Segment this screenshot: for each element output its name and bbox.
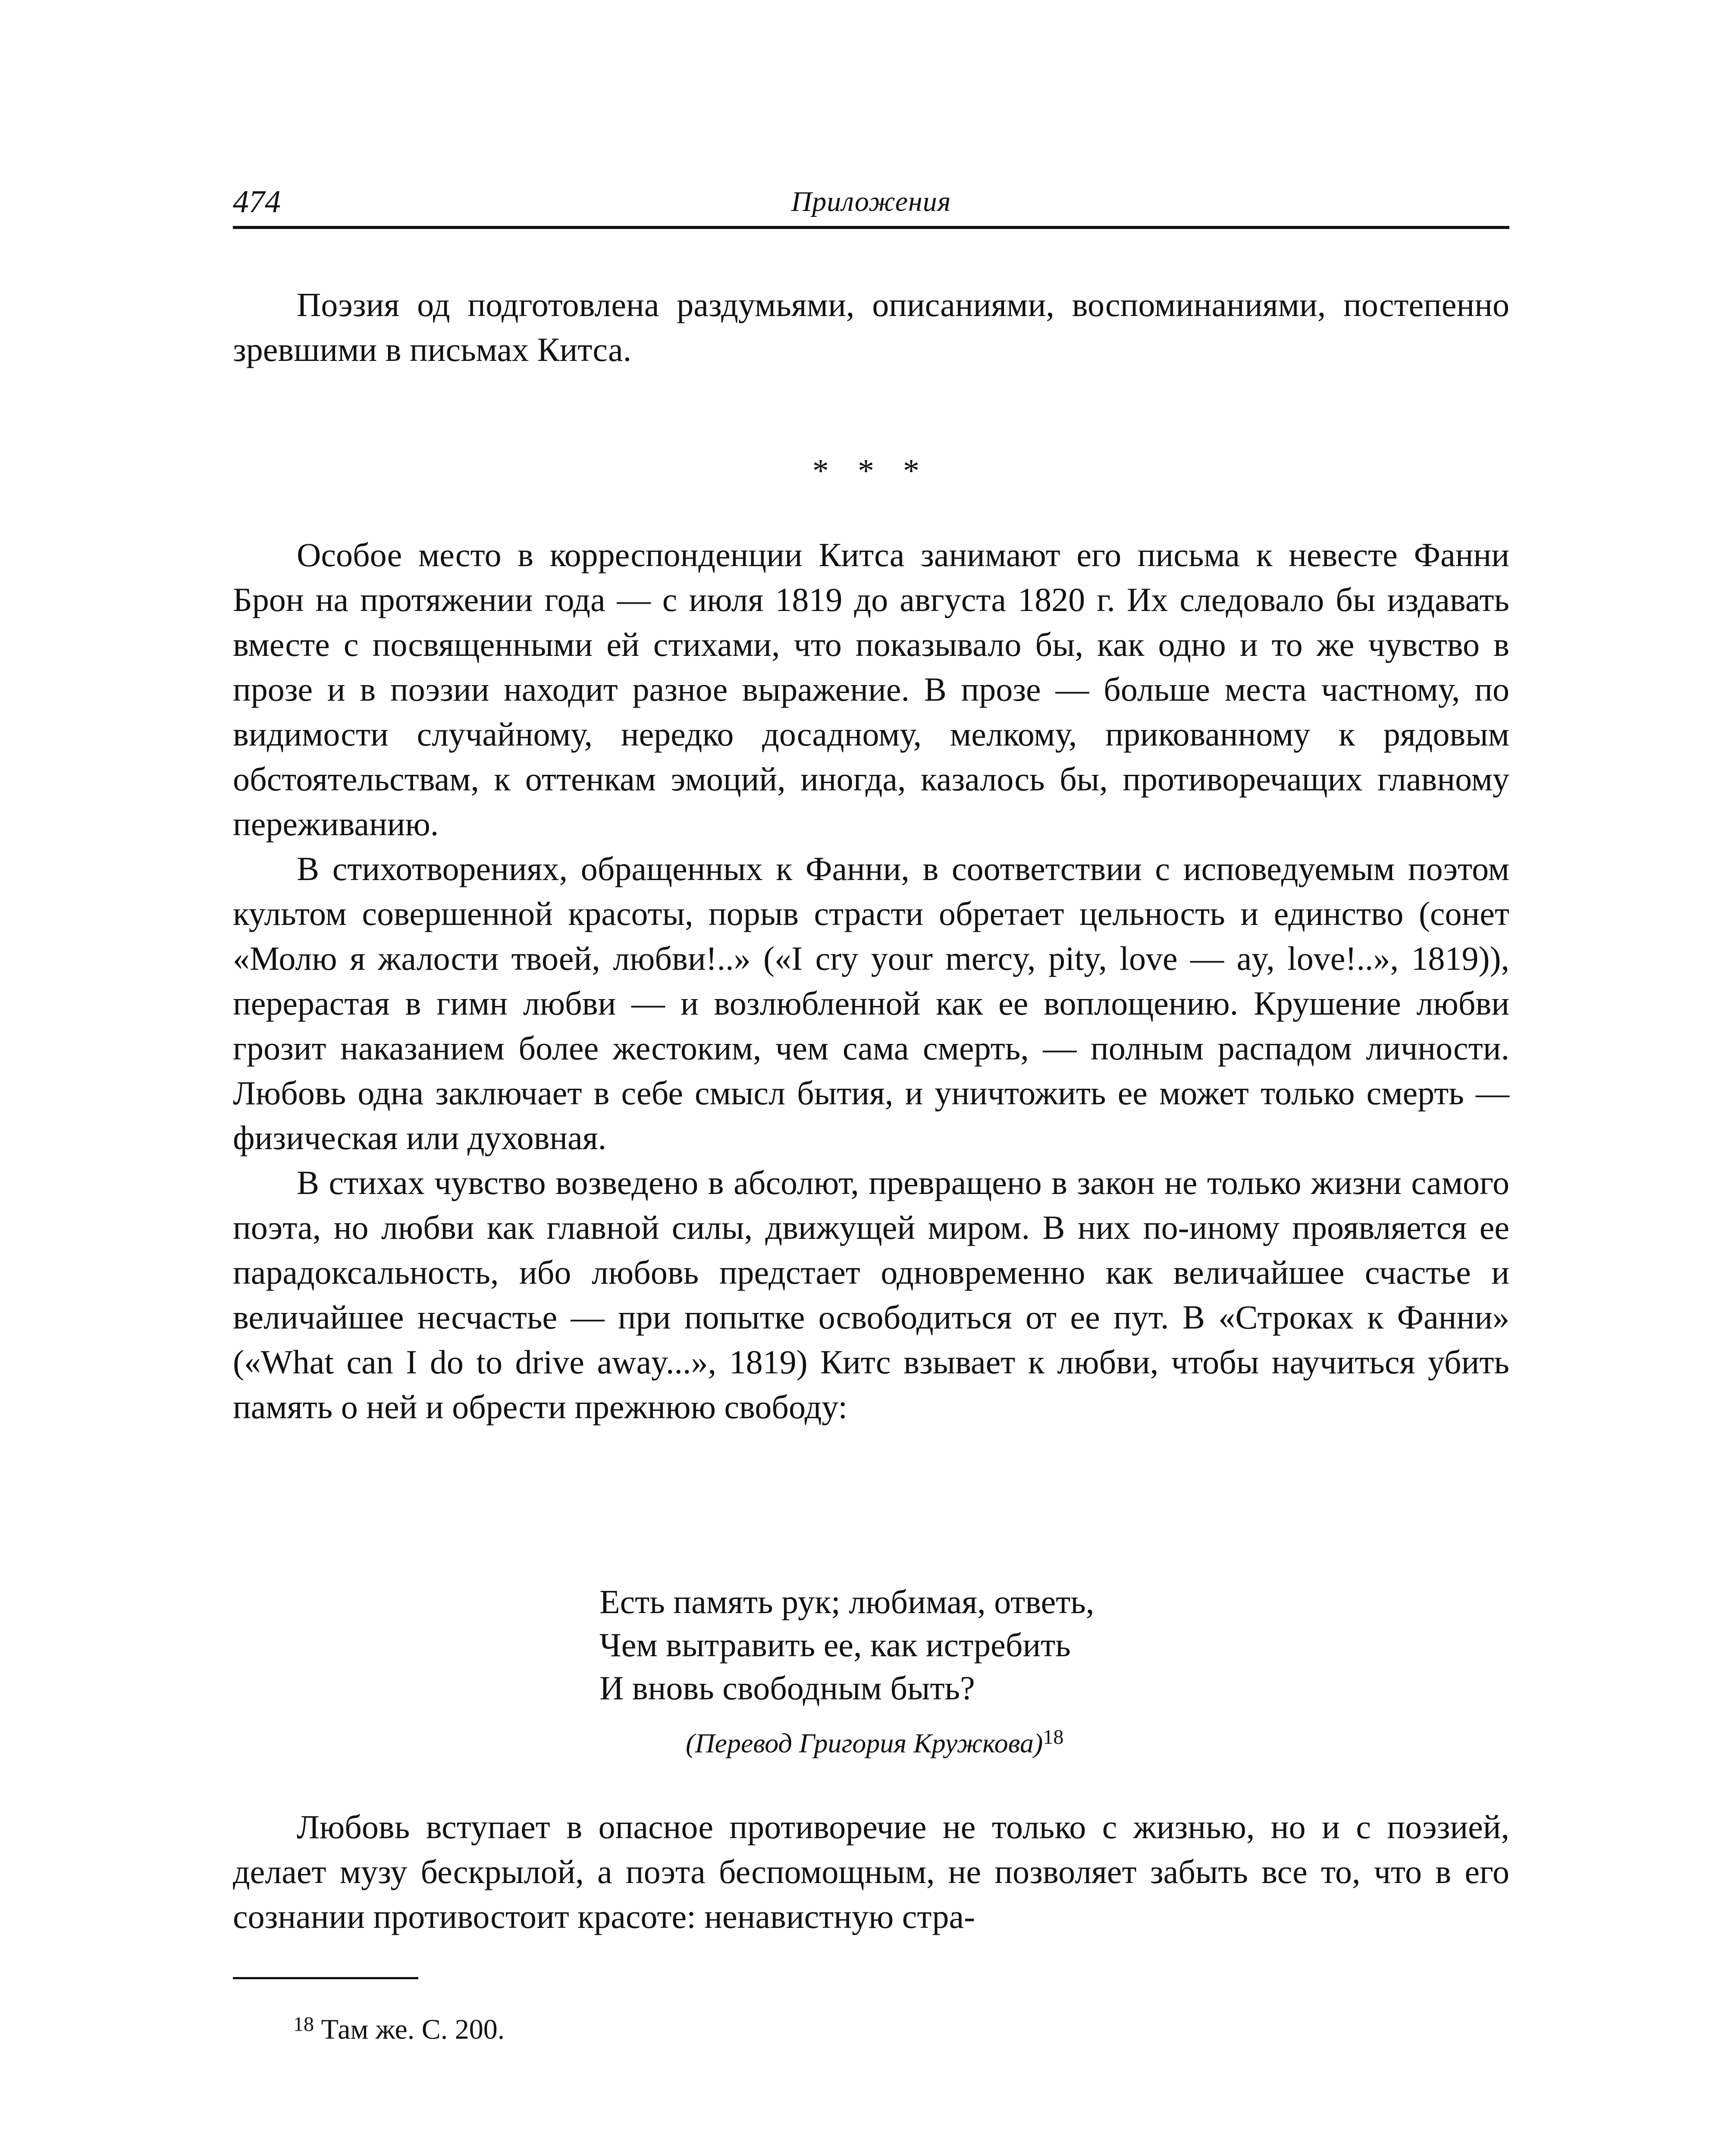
final-text-block	[233, 1805, 1509, 1939]
footnote-number: 18	[293, 2013, 314, 2036]
footnote-text: Там же. С. 200.	[321, 2014, 505, 2045]
paragraph-3: В стихах чувство возведено в абсолют, превращено в закон не только жизни самого поэта, но любви как главной силы, движущей миром. В них по-иному проявляется ее парадоксальность, ибо любовь предстает одновременно как величайшее счастье и величайшее несчастье — при попытке освободиться от ее пут. В «Строках к Фанни» («What can I do to drive away...», 1819) Китс взывает к любви, чтобы научиться убить память о ней и обрести прежнюю свободу:	[233, 1164, 1509, 1426]
footnote-rule	[233, 1977, 418, 1979]
main-text-block	[233, 533, 1509, 1429]
final-paragraph: Любовь вступает в опасное противоречие не только с жизнью, но и с поэзией, делает музу бескрылой, а поэта беспомощным, не позволяет забыть все то, что в его сознании противостоит красоте: ненавистную стра-	[233, 1808, 1509, 1935]
header-rule	[233, 226, 1509, 229]
paragraph-1: Особое место в корреспонденции Китса занимают его письма к невесте Фанни Брон на протяжении года — с июля 1819 до августа 1820 г. Их следовало бы издавать вместе с посвященными ей стихами, что показывало бы, как одно и то же чувство в прозе и в поэзии находит разное выражение. В прозе — больше места частному, по видимости случайному, нередко досадному, мелкому, прикованному к рядовым обстоятельствам, к оттенкам эмоций, иногда, казалось бы, противоречащих главному переживанию.	[233, 536, 1509, 843]
poem-line-3: И вновь свободным быть?	[599, 1669, 975, 1707]
poem-quote	[599, 1580, 1203, 1765]
translator-credit: (Перевод Григория Кружкова)	[686, 1728, 1043, 1758]
intro-block	[233, 282, 1509, 372]
footnote	[293, 2005, 505, 2049]
poem-line-1: Есть память рук; любимая, ответь,	[599, 1583, 1095, 1620]
section-separator: * * *	[812, 453, 930, 489]
poem-line-2: Чем вытравить ее, как истребить	[599, 1626, 1071, 1664]
intro-paragraph: Поэзия од подготовлена раздумьями, описаниями, воспоминаниями, постепенно зревшими в письмах Китса.	[233, 286, 1509, 368]
page-number: 474	[233, 184, 281, 219]
footnote-reference: 18	[1043, 1726, 1064, 1749]
running-head: Приложения	[791, 186, 951, 217]
page-header	[233, 181, 1509, 222]
poem-attribution	[599, 1716, 1203, 1765]
paragraph-2: В стихотворениях, обращенных к Фанни, в соответствии с исповедуемым поэтом культом совершенной красоты, порыв страсти обретает цельность и единство (сонет «Молю я жалости твоей, любви!..» («I cry your mercy, pity, love — ay, love!..», 1819)), перерастая в гимн любви — и возлюбленной как ее воплощению. Крушение любви грозит наказанием более жестоким, чем сама смерть, — полным распадом личности. Любовь одна заключает в себе смысл бытия, и уничтожить ее может только смерть — физическая или духовная.	[233, 850, 1509, 1156]
